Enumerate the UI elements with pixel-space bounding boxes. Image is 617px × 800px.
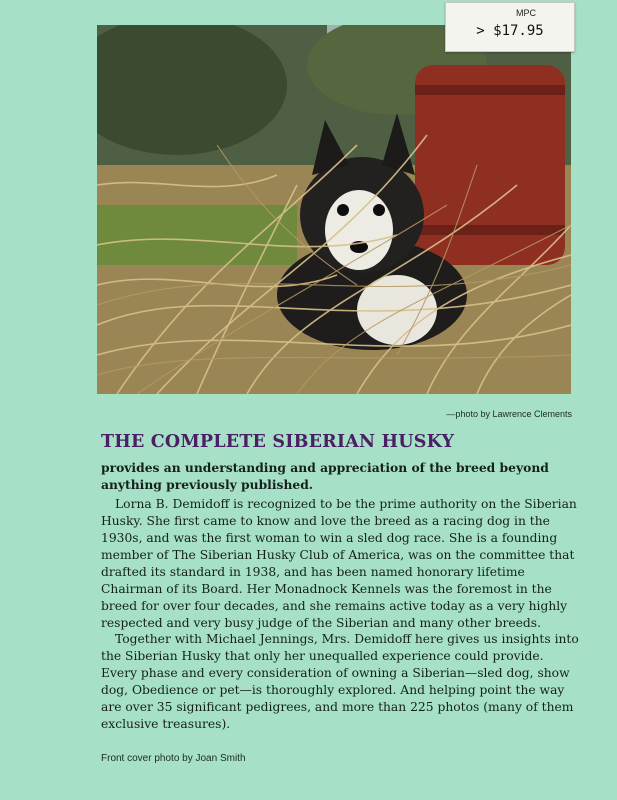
price-sticker-price: > $17.95: [476, 23, 544, 39]
book-title: THE COMPLETE SIBERIAN HUSKY: [101, 432, 455, 452]
author-bio-paragraph: Lorna B. Demidoff is recognized to be the prime authority on the Siberian Husky. She first came to know and love the breed as a racing dog in the 1930s, and was the first woman to win a sled dog race. She is a founding member of The Siberian Husky Club of America, was on the committee that drafted its standard in 1938, and has been named honorary lifetime Chairman of its Board. Her Monadnock Kennels was the foremost in the breed for over four decades, and she remains active today as a very highly respected and very busy judge of the Siberian and many other breeds.: [101, 497, 577, 630]
price-sticker: [445, 2, 575, 52]
book-contents-paragraph: Together with Michael Jennings, Mrs. Demidoff here gives us insights into the Siberian Husky that only her unequalled experience could provide. Every phase and every consideration of owning a Siberian—sled dog, show dog, Obedience or pet—is thoroughly explored. And helping point the way are over 35 significant pedigrees, and more than 225 photos (many of them exclusive treasures).: [101, 632, 579, 731]
price-sticker-code: MPC: [516, 8, 536, 18]
lead-paragraph: provides an understanding and appreciation of the breed beyond anything previously published.: [101, 460, 549, 492]
husky-puppy-photo: [97, 25, 571, 394]
front-cover-photo-credit: Front cover photo by Joan Smith: [101, 753, 246, 764]
photo-credit: —photo by Lawrence Clements: [446, 409, 572, 419]
husky-photo-illustration: [97, 25, 571, 394]
